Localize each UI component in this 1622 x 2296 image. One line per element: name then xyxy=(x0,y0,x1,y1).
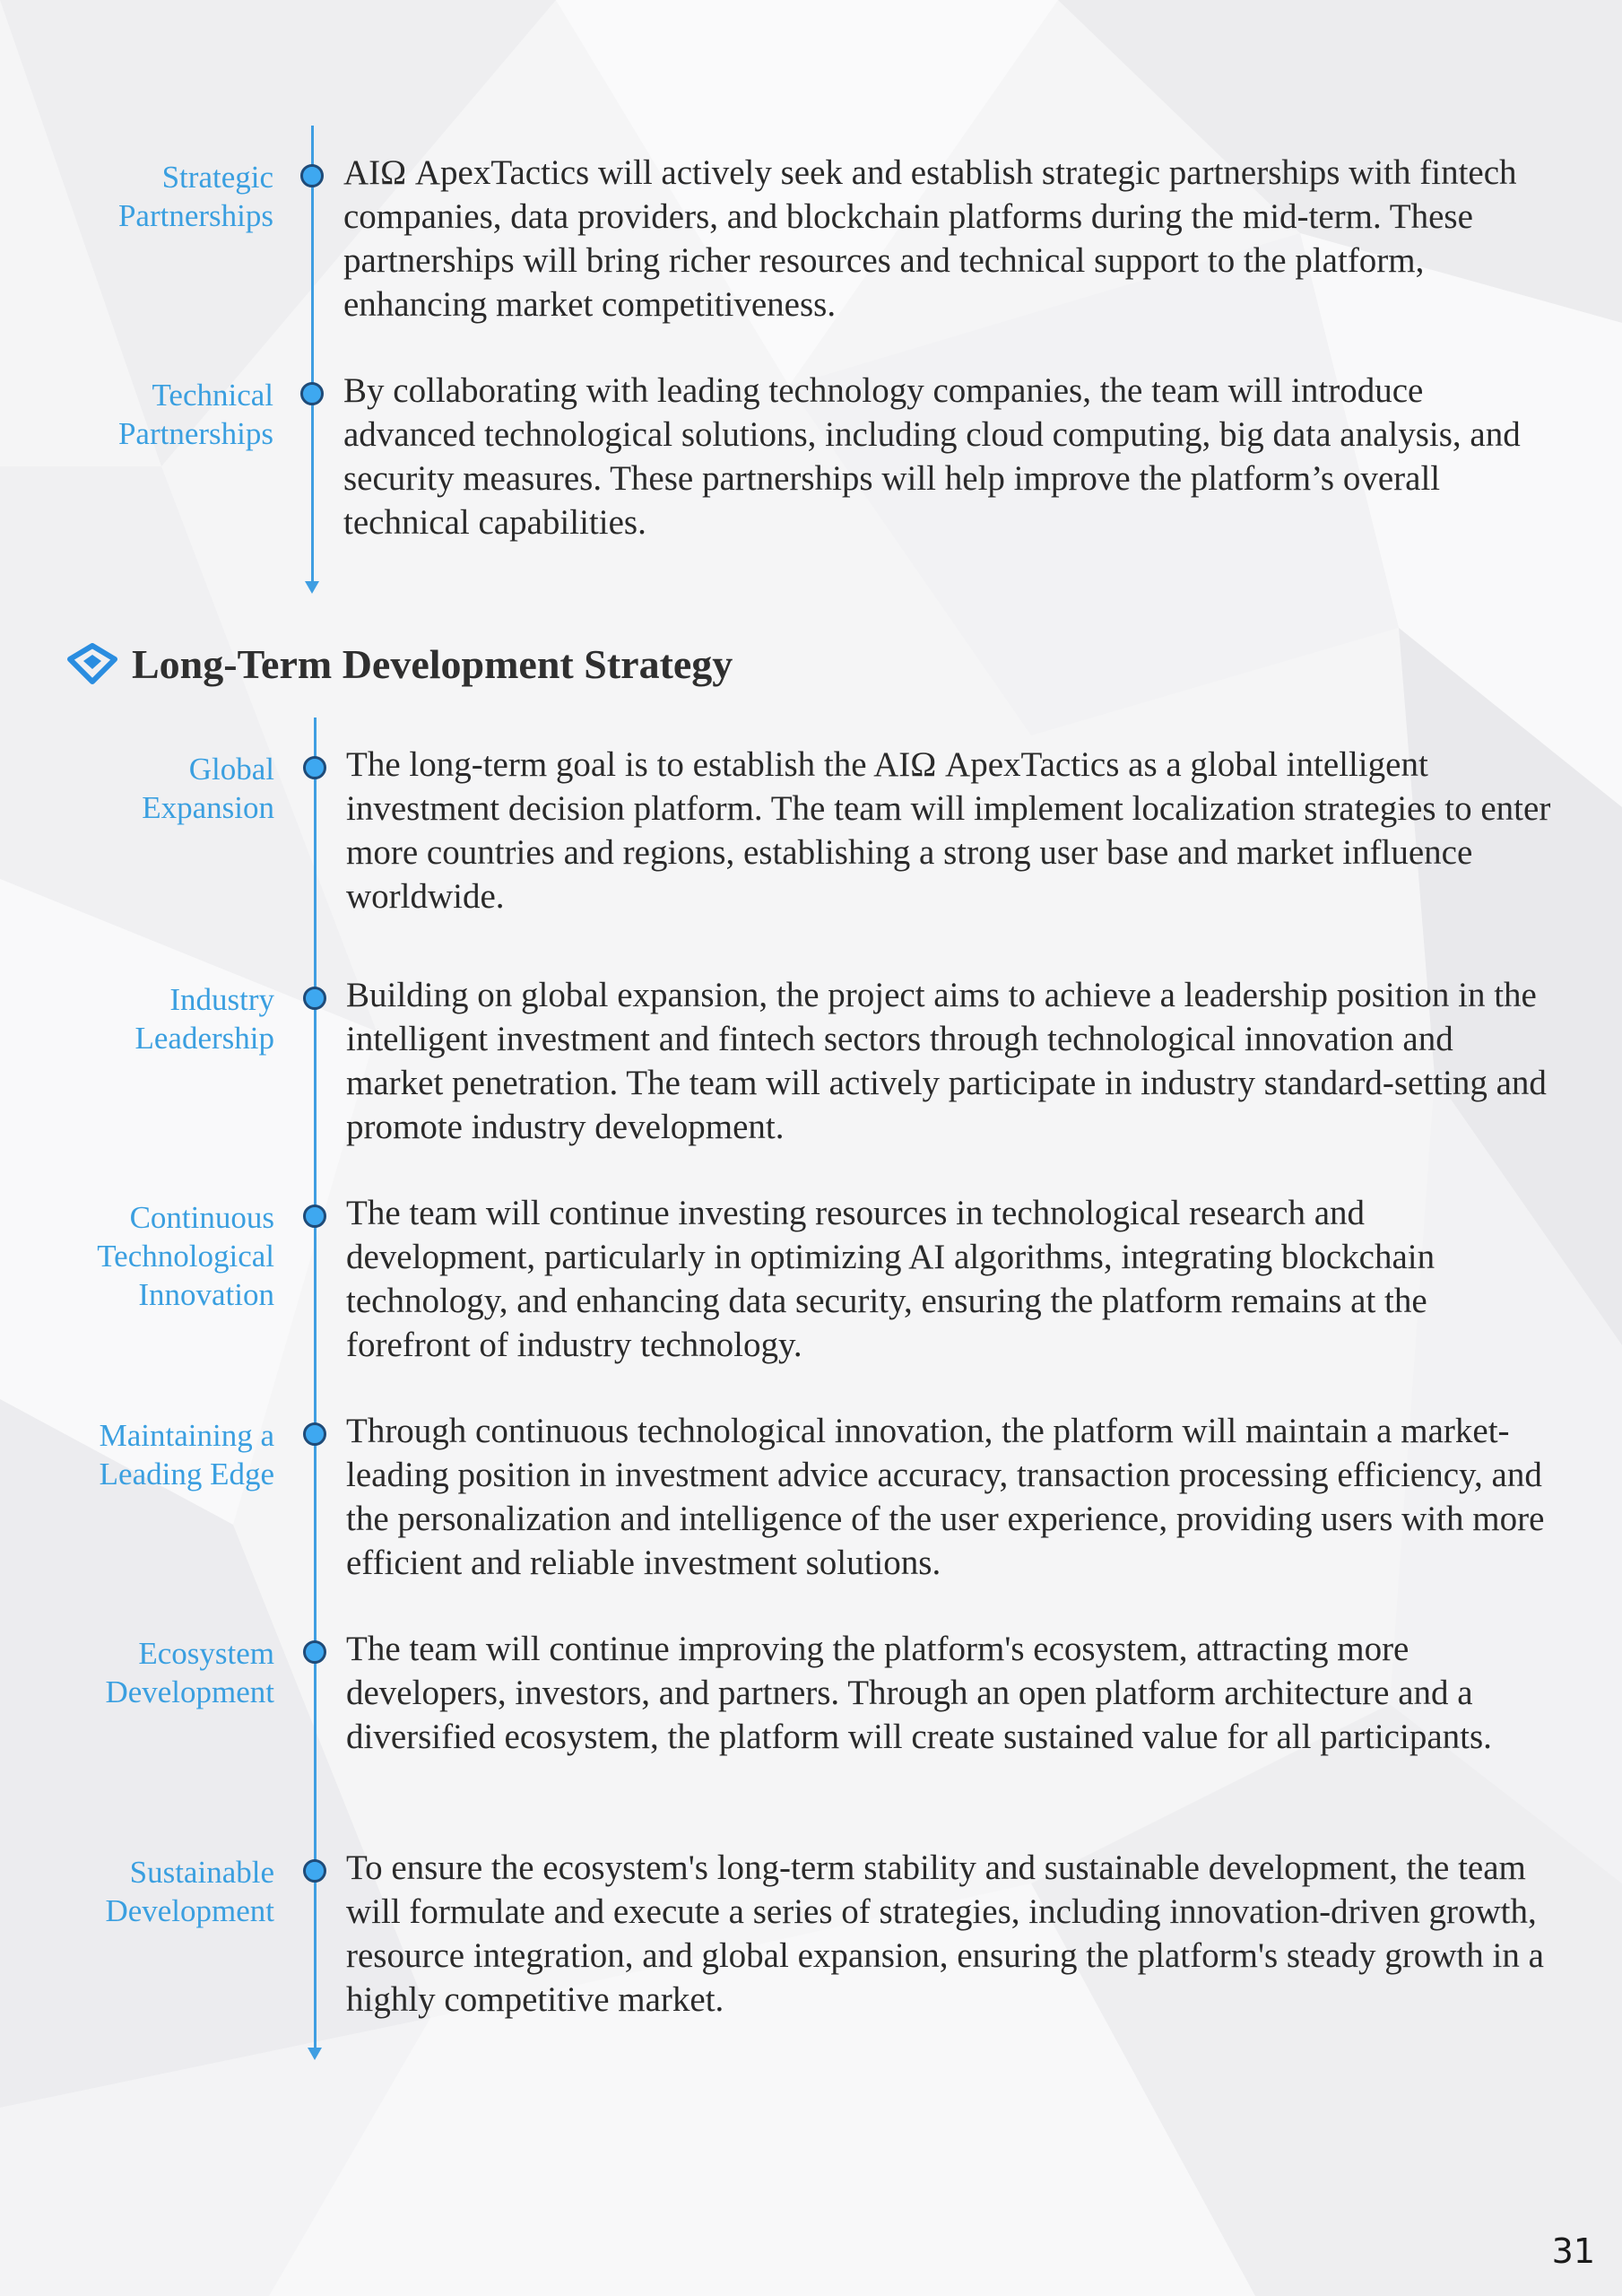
section-heading xyxy=(67,637,733,691)
timeline-dot-icon xyxy=(303,756,326,779)
timeline-label: Technical Partnerships xyxy=(117,378,273,451)
timeline-dot-icon xyxy=(303,1205,326,1228)
timeline-dot-icon xyxy=(303,1640,326,1664)
timeline-arrow-icon xyxy=(308,2048,322,2060)
timeline-text: Through continuous technological innovation, the platform will maintain a market-leading position in investment advice accuracy, transaction processing efficiency, and the personalization and intelligence of the user experience, providing users with more efficient and reliable investment solutions. xyxy=(346,1412,1545,1582)
timeline-text: By collaborating with leading technology companies, the team will introduce advanced technological solutions, including cloud computing, big data analysis, and security measures. These partnerships will help improve the platform’s overall technical capabilities. xyxy=(343,371,1521,542)
timeline-label: Industry Leadership xyxy=(134,982,274,1056)
timeline-dot-icon xyxy=(303,1859,326,1883)
timeline-label: Continuous Technological Innovation xyxy=(97,1200,274,1312)
timeline-dot-icon xyxy=(303,1422,326,1446)
timeline-text: Building on global expansion, the project aims to achieve a leadership position in the intelligent investment and fintech sectors through technological innovation and market penetration. The team will actively participate in industry standard-setting and promote industry development. xyxy=(346,976,1547,1146)
timeline-text: AIΩ ApexTactics will actively seek and establish strategic partnerships with fintech companies, data providers, and blockchain platforms during the mid-term. These partnerships will bring richer resources and technical support to the platform, enhancing market competitiveness. xyxy=(343,153,1517,324)
timeline-label: Strategic Partnerships xyxy=(117,160,273,233)
timeline-text: The team will continue investing resources in technological research and development, particularly in optimizing AI algorithms, integrating blockchain technology, and enhancing data security, ensuring the platform remains at the forefront of industry technology. xyxy=(346,1194,1436,1364)
timeline-text: The long-term goal is to establish the AIΩ ApexTactics as a global intelligent investment decision platform. The team will implement localization strategies to enter more countries and regions, establishing a strong user base and market influence worldwide. xyxy=(346,745,1551,916)
timeline-text: To ensure the ecosystem's long-term stability and sustainable development, the team will formulate and execute a series of strategies, including innovation-driven growth, resource integration, and global expansion, ensuring the platform's steady growth in a highly competitive market. xyxy=(346,1848,1544,2019)
timeline-line xyxy=(311,126,314,583)
timeline-label: Global Expansion xyxy=(142,752,274,825)
timeline-arrow-icon xyxy=(305,581,319,594)
timeline-label: Ecosystem Development xyxy=(105,1636,274,1709)
timeline-label: Sustainable Development xyxy=(105,1855,274,1928)
section-title: Long-Term Development Strategy xyxy=(132,640,733,687)
diamond-gem-icon xyxy=(67,643,117,684)
timeline-dot-icon xyxy=(300,164,324,187)
page-number: 31 xyxy=(1551,2231,1595,2271)
timeline-dot-icon xyxy=(300,382,324,405)
timeline-dot-icon xyxy=(303,987,326,1010)
timeline-label: Maintaining a Leading Edge xyxy=(99,1418,274,1492)
timeline-text: The team will continue improving the platform's ecosystem, attracting more developers, investors, and partners. Through an open platform architecture and a diversified ecosystem, the platform will create sustained value for all participants. xyxy=(346,1630,1492,1756)
timeline-line xyxy=(314,718,317,2049)
